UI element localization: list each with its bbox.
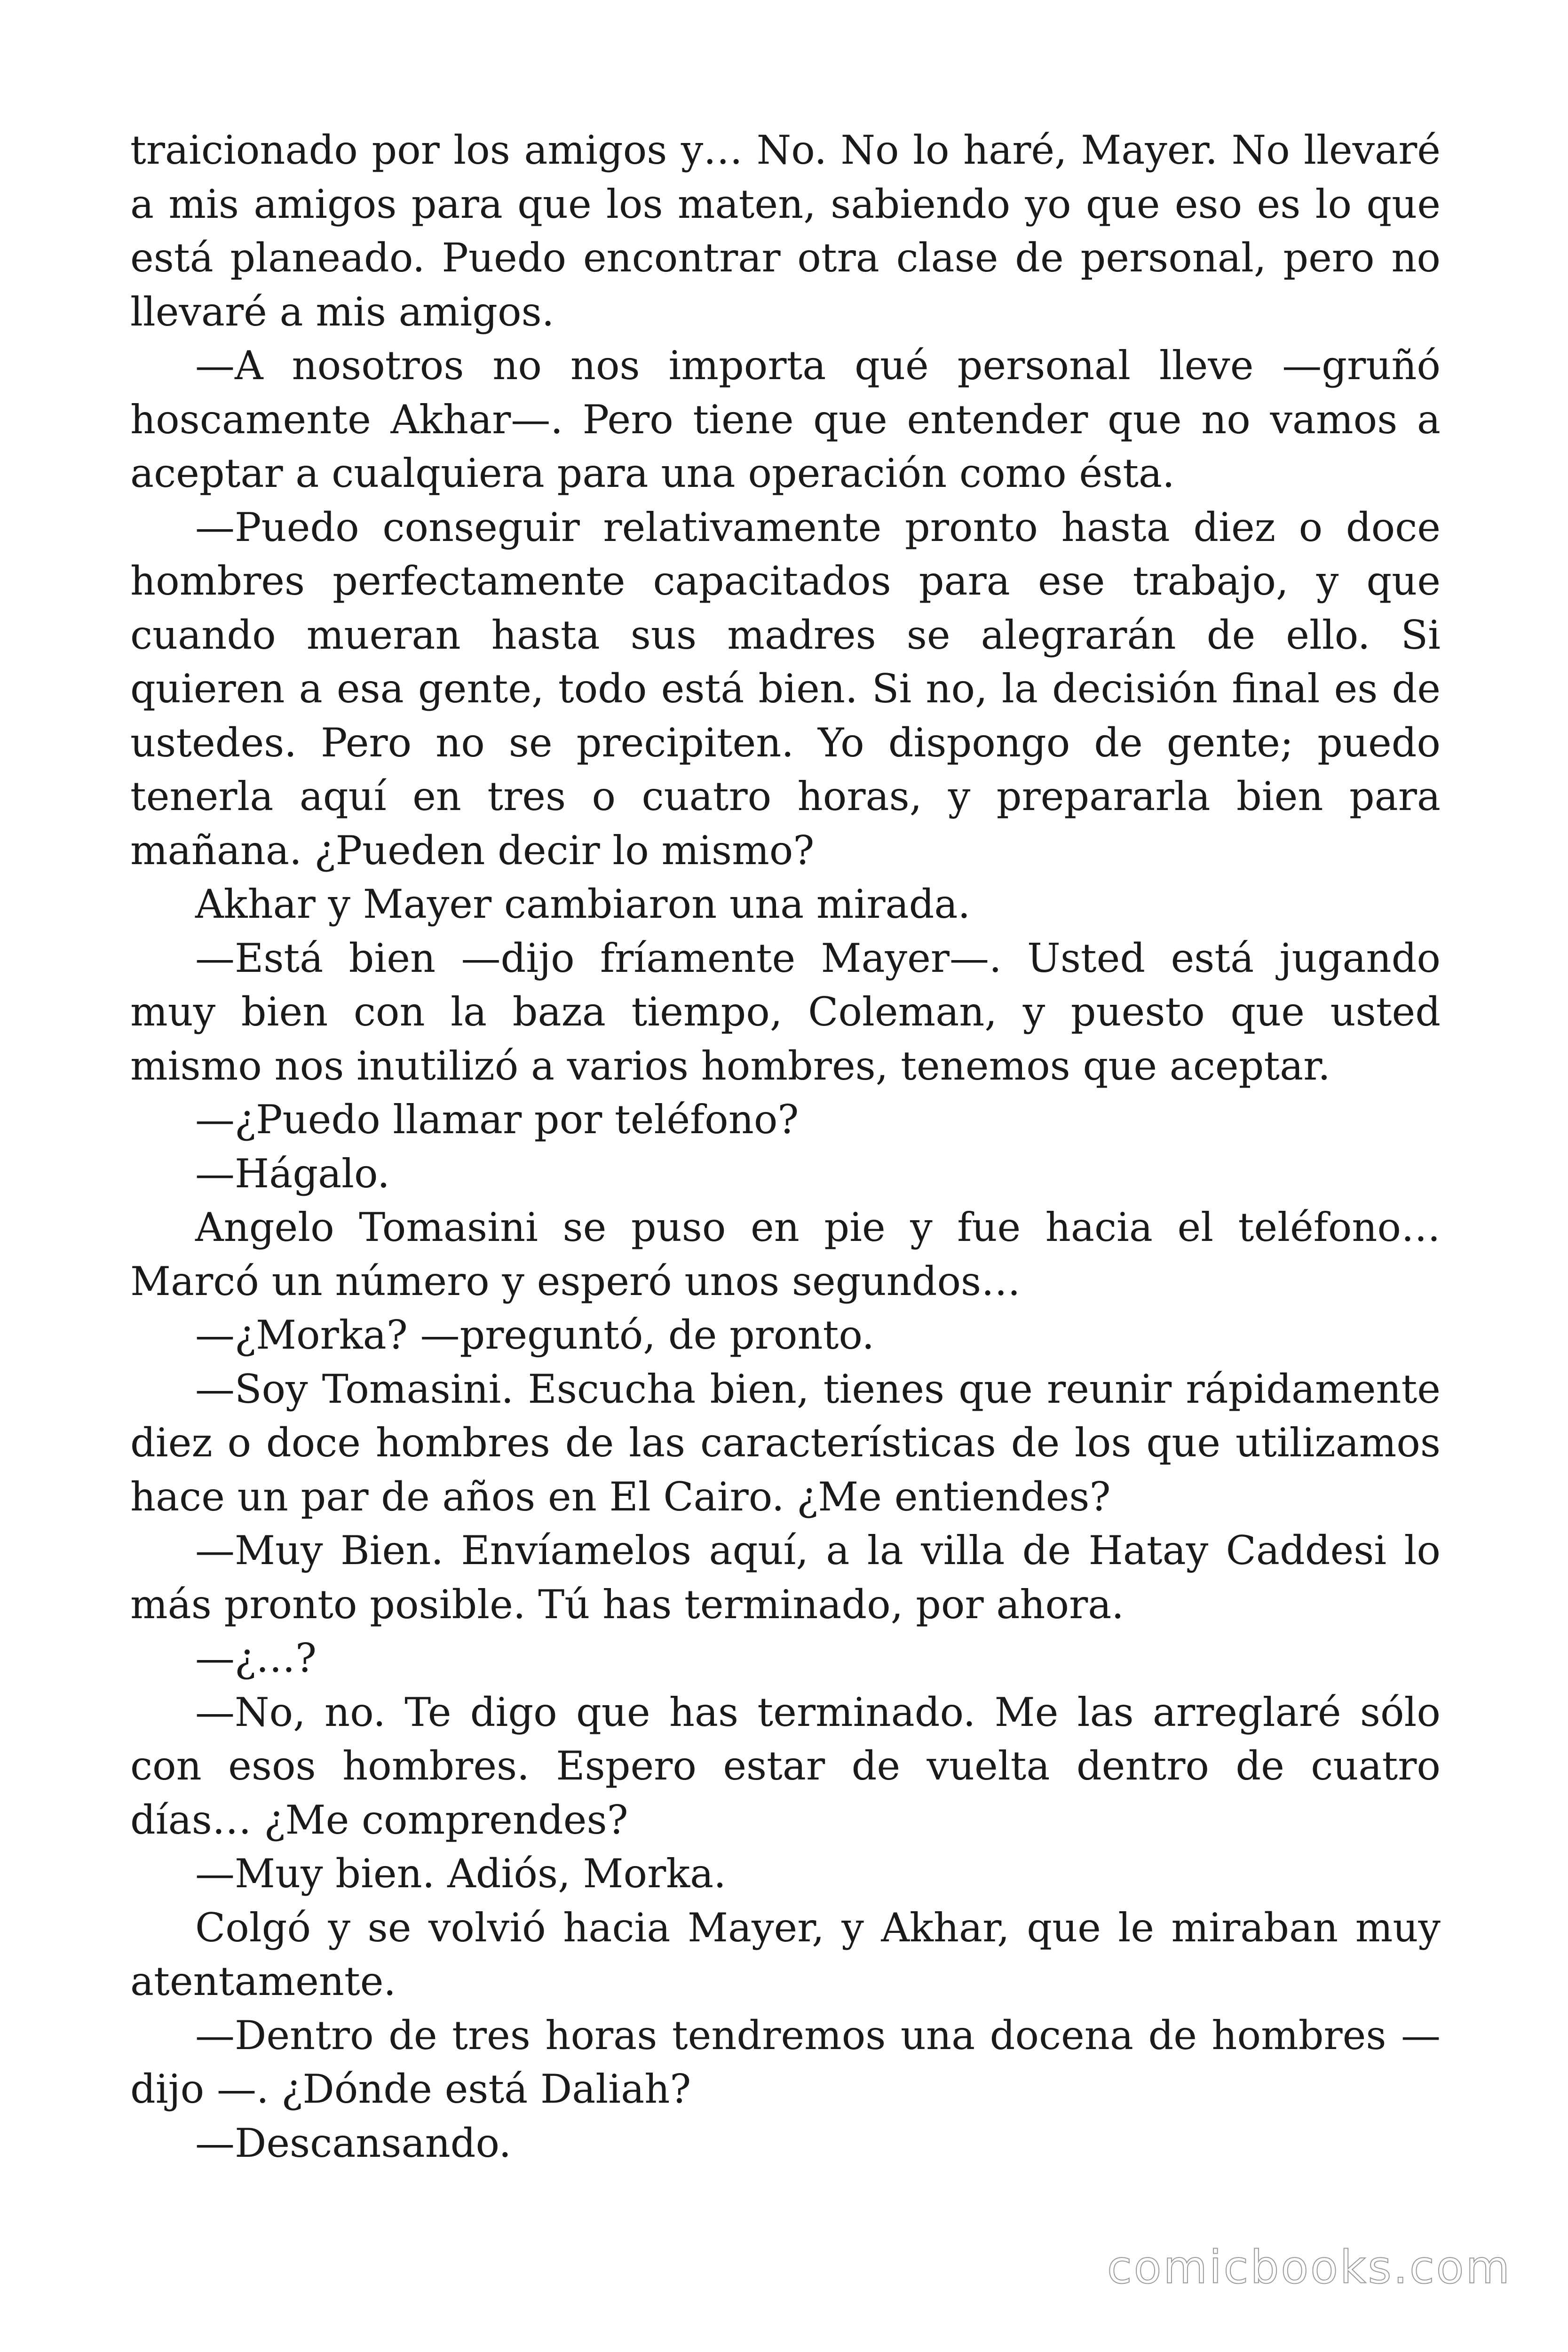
paragraph: —Muy bien. Adiós, Morka. bbox=[195, 1851, 726, 1897]
paragraph: —Muy Bien. Envíamelos aquí, a la villa de Hatay Caddesi lo más pronto posible. Tú has terminado, por ahora. bbox=[130, 1527, 1441, 1628]
watermark-logo: comicbooks.com bbox=[1107, 2241, 1512, 2294]
paragraph: traicionado por los amigos y… No. No lo haré, Mayer. No llevaré a mis amigos para que los maten, sabiendo yo que eso es lo que está planeado. Puedo encontrar otra clase de personal, pero no llevaré a mis amigos. bbox=[130, 127, 1441, 335]
paragraph: —¿Morka? —preguntó, de pronto. bbox=[195, 1312, 875, 1358]
paragraph: —Dentro de tres horas tendremos una docena de hombres —dijo —. ¿Dónde está Daliah? bbox=[130, 2012, 1441, 2112]
paragraph: —Puedo conseguir relativamente pronto hasta diez o doce hombres perfectamente capacitados para ese trabajo, y que cuando mueran hasta sus madres se alegrarán de ello. Si quieren a esa gente, todo está bien. Si no, la decisión final es de ustedes. Pero no se precipiten. Yo dispongo de gente; puedo tenerla aquí en tres o cuatro horas, y prepararla bien para mañana. ¿Pueden decir lo mismo? bbox=[130, 504, 1441, 874]
paragraph: —Hágalo. bbox=[195, 1150, 390, 1197]
paragraph: —Soy Tomasini. Escucha bien, tienes que reunir rápidamente diez o doce hombres de las características de los que utilizamos hace un par de años en El Cairo. ¿Me entiendes? bbox=[130, 1366, 1441, 1520]
paragraph: Colgó y se volvió hacia Mayer, y Akhar, que le miraban muy atentamente. bbox=[130, 1904, 1441, 2004]
paragraph: —No, no. Te digo que has terminado. Me las arreglaré sólo con esos hombres. Espero estar de vuelta dentro de cuatro días… ¿Me comprendes? bbox=[130, 1689, 1441, 1843]
paragraph: Angelo Tomasini se puso en pie y fue hacia el teléfono… Marcó un número y esperó unos segundos… bbox=[130, 1204, 1441, 1304]
paragraph: Akhar y Mayer cambiaron una mirada. bbox=[195, 881, 971, 927]
book-page-text bbox=[130, 123, 1441, 2170]
paragraph: —A nosotros no nos importa qué personal lleve —gruñó hoscamente Akhar—. Pero tiene que entender que no vamos a aceptar a cualquiera para una operación como ésta. bbox=[130, 342, 1441, 496]
paragraph: —¿…? bbox=[195, 1635, 317, 1681]
paragraph: —Descansando. bbox=[195, 2120, 512, 2166]
paragraph: —Está bien —dijo fríamente Mayer—. Usted está jugando muy bien con la baza tiempo, Coleman, y puesto que usted mismo nos inutilizó a varios hombres, tenemos que aceptar. bbox=[130, 935, 1441, 1089]
paragraph: —¿Puedo llamar por teléfono? bbox=[195, 1097, 799, 1143]
